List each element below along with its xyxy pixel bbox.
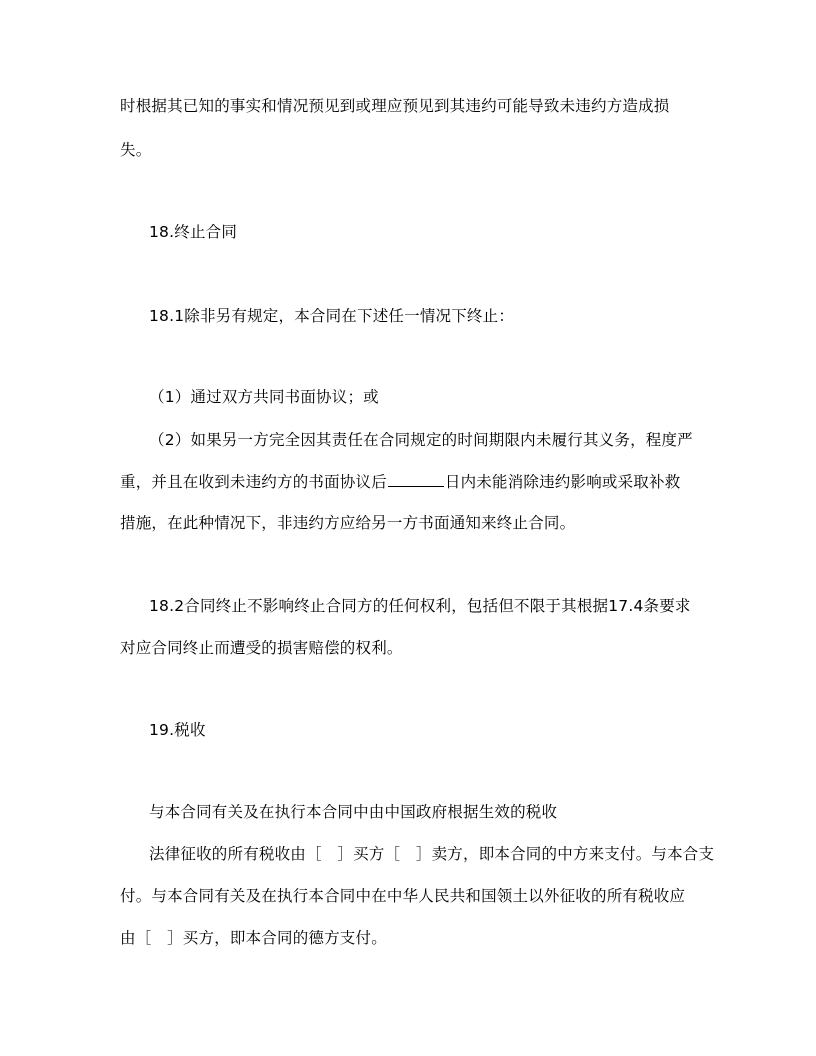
paragraph-line: 时根据其已知的事实和情况预见到或理应预见到其违约可能导致未违约方造成损 bbox=[120, 97, 670, 115]
fill-in-blank bbox=[388, 472, 444, 487]
section-heading-18: 18.终止合同 bbox=[149, 223, 238, 241]
clause-18-2-line-1: 18.2合同终止不影响终止合同方的任何权利，包括但不限于其根据17.4条要求 bbox=[149, 597, 691, 615]
clause-18-2-line-2: 对应合同终止而遭受的损害赔偿的权利。 bbox=[120, 639, 403, 657]
text-segment: 日内未能消除违约影响或采取补救 bbox=[444, 473, 681, 491]
text-segment: 重，并且在收到未违约方的书面协议后 bbox=[120, 473, 387, 491]
section-heading-19: 19.税收 bbox=[149, 721, 206, 739]
list-item-2-line-3: 措施，在此种情况下，非违约方应给另一方书面通知来终止合同。 bbox=[120, 514, 576, 532]
tax-paragraph-line-1: 与本合同有关及在执行本合同中由中国政府根据生效的税收 bbox=[149, 803, 558, 821]
clause-18-1: 18.1除非另有规定，本合同在下述任一情况下终止： bbox=[149, 307, 515, 325]
list-item-1: （1）通过双方共同书面协议；或 bbox=[149, 388, 379, 406]
tax-paragraph-line-4: 由［ ］买方，即本合同的德方支付。 bbox=[120, 929, 387, 947]
tax-paragraph-line-3: 付。与本合同有关及在执行本合同中在中华人民共和国领土以外征收的所有税收应 bbox=[120, 887, 686, 905]
paragraph-line: 失。 bbox=[120, 141, 152, 159]
list-item-2-line-2 bbox=[120, 472, 680, 492]
tax-paragraph-line-2: 法律征收的所有税收由［ ］买方［ ］卖方，即本合同的中方来支付。与本合支 bbox=[149, 845, 715, 863]
list-item-2-line-1: （2）如果另一方完全因其责任在合同规定的时间期限内未履行其义务，程度严 bbox=[149, 431, 693, 449]
